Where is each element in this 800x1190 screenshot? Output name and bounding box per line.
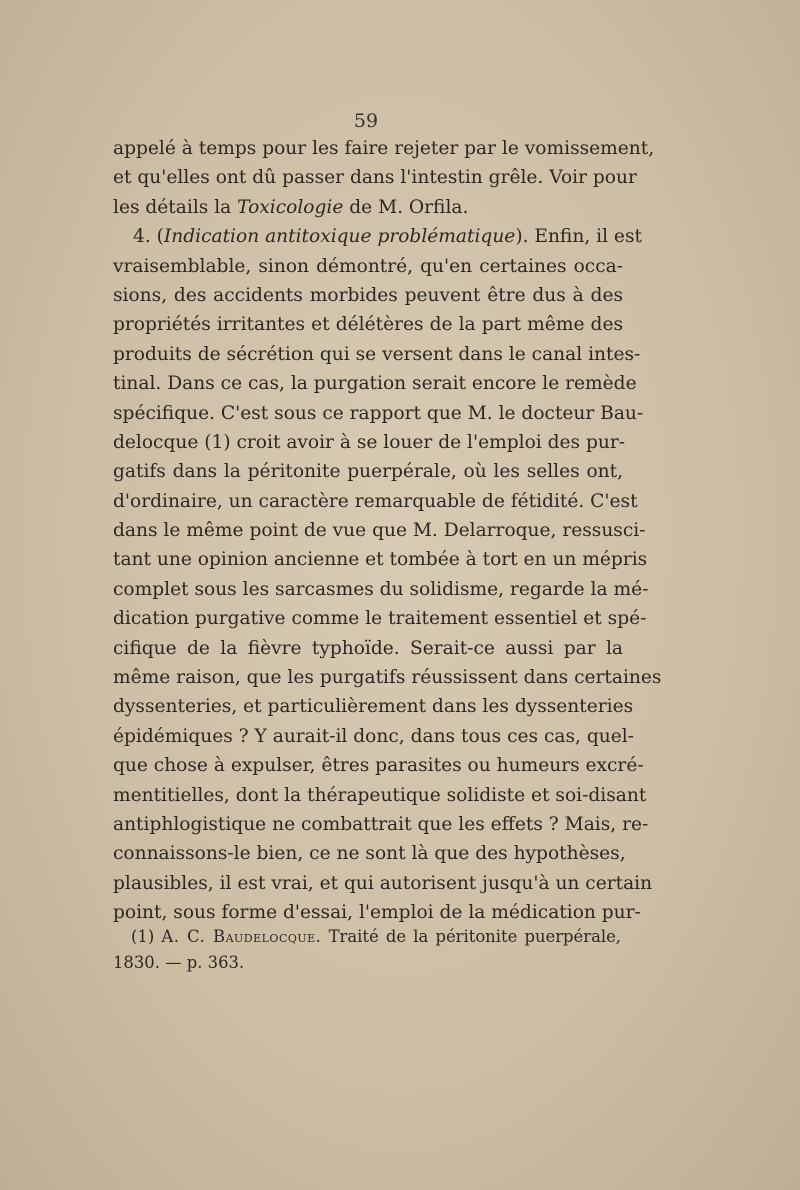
footnote-marker: (1) [131,927,155,946]
text-line: 4. (Indication antitoxique problématique). Enfin, il est [133,226,642,248]
text-line: même raison, que les purgatifs réussissent dans certaines [113,667,662,689]
italic-title: Toxicologie [237,196,344,218]
text-line: delocque (1) croit avoir à se louer de l'emploi des pur- [113,431,626,453]
text-line: connaissons-le bien, ce ne sont là que des hypothèses, [113,843,626,865]
footnote-line: 1830. — p. 363. [113,952,245,972]
text-line: tant une opinion ancienne et tombée à tort en un mépris [113,549,648,571]
text-line: dication purgative comme le traitement essentiel et spé- [113,608,647,630]
text-line: dans le même point de vue que M. Delarroque, ressusci- [113,520,646,542]
text-line: les détails la Toxicologie de M. Orfila. [113,196,469,218]
page-number: 59 [353,110,379,132]
text-line: tinal. Dans ce cas, la purgation serait encore le remède [113,373,637,395]
text-line: mentitielles, dont la thérapeutique solidiste et soi-disant [113,784,647,806]
text-line: sions, des accidents morbides peuvent être dus à des [113,284,623,306]
text-line: antiphlogistique ne combattrait que les effets ? Mais, re- [113,813,649,835]
text-line: appelé à temps pour les faire rejeter par le vomissement, [113,138,655,159]
italic-heading: Indication antitoxique problématique [163,226,516,248]
text-line: vraisemblable, sinon démontré, qu'en certaines occa- [113,255,623,277]
text-line: produits de sécrétion qui se versent dans le canal intes- [113,343,641,365]
text-line: gatifs dans la péritonite puerpérale, où les selles ont, [113,461,623,483]
text-line: point, sous forme d'essai, l'emploi de la médication pur- [113,902,641,924]
footnote [113,924,621,975]
text-line: et qu'elles ont dû passer dans l'intestin grêle. Voir pour [113,167,637,189]
footnote-line: (1) A. C. Baudelocque. Traité de la péritonite puerpérale, [131,927,621,946]
text-line: propriétés irritantes et délétères de la part même des [113,314,623,336]
body-text [113,134,662,928]
text-line: plausibles, il est vrai, et qui autorisent jusqu'à un certain [113,872,653,894]
text-line: d'ordinaire, un caractère remarquable de fétidité. C'est [113,490,638,512]
text-line: dyssenteries, et particulièrement dans les dyssenteries [113,696,634,718]
text-line: spécifique. C'est sous ce rapport que M. le docteur Bau- [113,402,644,424]
footnote-author: A. C. Baudelocque. [161,927,322,946]
text-line: cifique de la fièvre typhoïde. Serait-ce aussi par la [113,637,623,659]
text-line: complet sous les sarcasmes du solidisme, regarde la mé- [113,578,649,600]
text-line: épidémiques ? Y aurait-il donc, dans tous ces cas, quel- [113,725,634,747]
text-line: que chose à expulser, êtres parasites ou humeurs excré- [113,755,644,777]
